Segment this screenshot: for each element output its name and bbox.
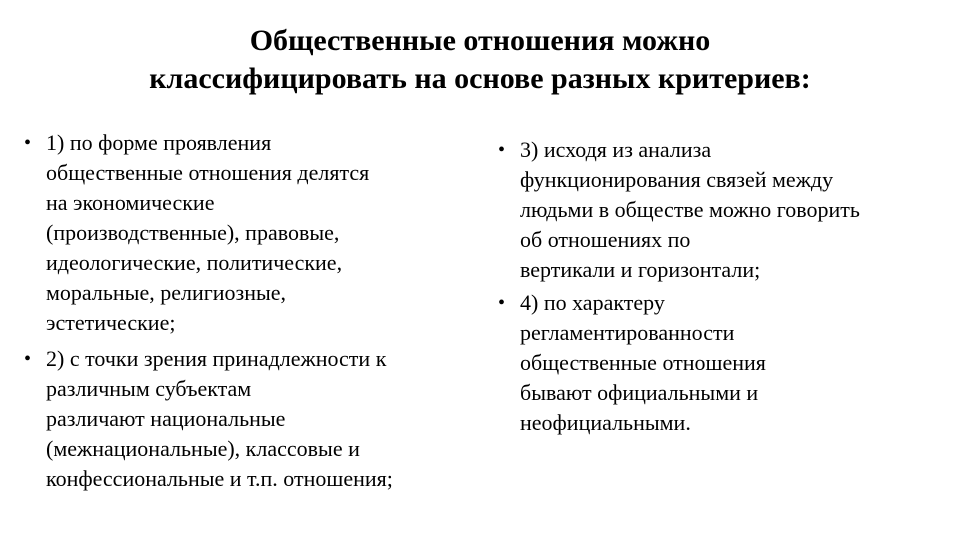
bullet-icon: • <box>24 132 32 154</box>
list-item-line: различным субъектам <box>46 376 252 401</box>
right-column-list <box>498 135 860 438</box>
list-item-connections <box>498 135 860 285</box>
list-item-form <box>24 128 393 338</box>
list-item-line: 4) по характеру <box>520 290 665 315</box>
list-item-line: регламентированности <box>520 320 735 345</box>
list-item-line: конфессиональные и т.п. отношения; <box>46 466 393 491</box>
list-item-line: моральные, религиозные, <box>46 280 287 305</box>
list-item-line: 2) с точки зрения принадлежности к <box>46 346 387 371</box>
list-item-line: на экономические <box>46 190 215 215</box>
list-item-line: идеологические, политические, <box>46 250 343 275</box>
slide-title-line-2: классифицировать на основе разных критериев: <box>149 62 811 95</box>
list-item-line: об отношениях по <box>520 227 691 252</box>
list-item-line: общественные отношения <box>520 350 766 375</box>
bullet-icon: • <box>498 139 506 161</box>
bullet-icon: • <box>24 348 32 370</box>
list-item-line: 1) по форме проявления <box>46 130 272 155</box>
list-item-line: общественные отношения делятся <box>46 160 370 185</box>
list-item-line: людьми в обществе можно говорить <box>520 197 860 222</box>
list-item-line: различают национальные <box>46 406 286 431</box>
list-item-subjects <box>24 344 393 494</box>
list-item-regulation <box>498 288 860 438</box>
list-item-line: (производственные), правовые, <box>46 220 340 245</box>
list-item-line: неофициальными. <box>520 410 691 435</box>
list-item-line: бывают официальными и <box>520 380 759 405</box>
list-item-line: эстетические; <box>46 310 176 335</box>
bullet-icon: • <box>498 292 506 314</box>
left-column-list <box>24 128 393 494</box>
list-item-line: 3) исходя из анализа <box>520 137 712 162</box>
slide-title <box>40 22 920 98</box>
list-item-line: функционирования связей между <box>520 167 834 192</box>
list-item-line: (межнациональные), классовые и <box>46 436 360 461</box>
slide-title-line-1: Общественные отношения можно <box>249 24 711 57</box>
list-item-line: вертикали и горизонтали; <box>520 257 761 282</box>
